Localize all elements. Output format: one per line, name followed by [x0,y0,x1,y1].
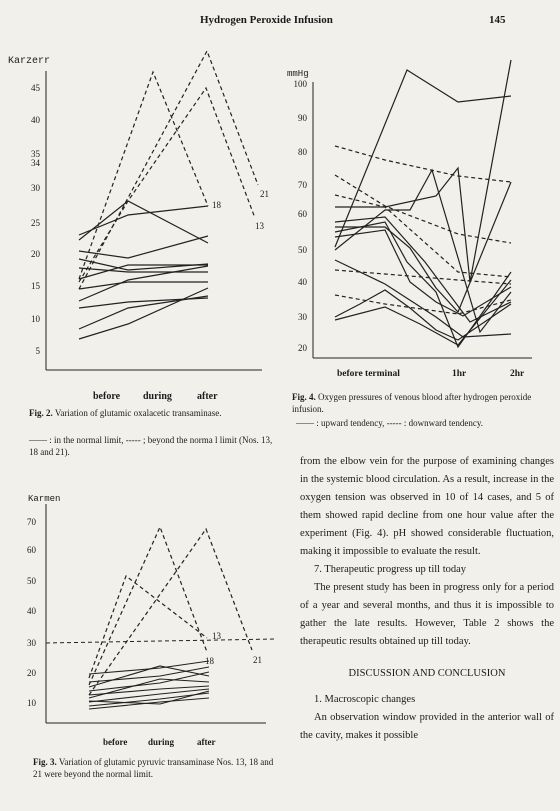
fig3-caption-label: Fig. 3. [33,757,57,767]
fig3-case-label: 21 [253,655,262,665]
fig2-xtick: during [143,391,172,402]
fig4-y-axis-label: mmHg [287,69,309,79]
fig2-ytick: 40 [31,115,40,125]
fig4-series-line [335,170,511,332]
fig2-ytick: 20 [31,249,40,259]
fig4-dashed-lines [335,146,511,314]
fig4-ytick: 50 [298,245,307,255]
fig4-y-ticks [294,79,308,353]
fig3-ytick: 70 [27,517,36,527]
fig2-ytick: 30 [31,183,40,193]
fig4-ytick: 60 [298,209,307,219]
fig4-xtick: 1hr [452,369,467,379]
figure-3-chart [0,490,290,760]
fig2-ytick: 10 [31,314,40,324]
fig3-ytick: 40 [27,606,36,616]
fig2-ytick: 5 [35,346,40,356]
fig4-ytick: 80 [298,147,307,157]
fig4-ytick: 20 [298,343,307,353]
fig3-y-axis-label: Karmen [28,494,61,504]
fig2-series-line-21 [79,51,258,289]
fig4-xtick: 2hr [510,369,525,379]
fig2-xtick: after [197,391,218,402]
fig3-dashed-lines [89,527,252,695]
fig4-ytick: 100 [293,79,307,89]
fig2-ytick: 35 [31,149,40,159]
fig3-case-label: 13 [212,631,221,641]
fig2-dashed-lines [79,51,258,289]
fig2-caption [29,407,279,419]
fig3-xtick: before [103,737,128,747]
figure-2-chart [0,46,290,402]
page-number: 145 [489,14,506,26]
fig2-solid-lines [79,201,208,339]
fig2-caption-label: Fig. 2. [29,408,53,418]
fig4-series-line [335,222,511,347]
fig4-series-line [335,146,511,182]
fig2-ytick: 45 [31,83,40,93]
fig4-series-line [335,295,511,314]
fig2-y-ticks [31,83,41,356]
fig3-normal-limit-line [46,639,276,643]
fig3-series-line-18 [89,527,207,685]
fig2-series-line [79,266,208,301]
fig3-case-label: 18 [205,656,214,666]
running-title: Hydrogen Peroxide Infusion [200,14,333,26]
fig2-xtick: before [93,391,121,402]
fig2-ytick: 34 [31,158,40,168]
fig3-x-ticks [103,737,215,747]
fig3-ytick: 60 [27,545,36,555]
fig2-series-line [79,288,208,339]
fig2-case-label: 18 [212,200,221,210]
fig2-y-axis-label: Karzerr [8,56,51,67]
fig3-y-ticks [27,517,37,708]
fig3-xtick: during [148,737,175,747]
fig4-ytick: 70 [298,180,307,190]
fig2-case-label: 21 [260,189,269,199]
section-heading-1: 1. Macroscopic changes [314,694,416,705]
fig4-solid-lines [335,60,511,347]
fig4-ytick: 90 [298,113,307,123]
fig4-ytick: 30 [298,312,307,322]
fig3-solid-lines [89,661,209,709]
fig2-series-line [79,201,208,243]
body-paragraph-1: from the elbow vein for the purpose of examining changes in the systemic blood circulation. As a result, increase in the oxygen tension was observed in 10 of 14 cases, and 5 of them showed rapid decline from one hour value after the experiment (Fig. 4). pH showed considerable fluctuation, making it impossible to evaluate the result. [300,456,554,557]
fig3-ytick: 20 [27,668,36,678]
fig2-legend: —— : in the normal limit, ----- ; beyond the norma l limit (Nos. 13, 18 and 21). [29,435,273,457]
fig3-caption [33,756,283,780]
fig2-ytick: 25 [31,218,40,228]
fig4-xtick: before terminal [337,369,400,379]
fig4-caption-label: Fig. 4. [292,392,316,402]
fig4-caption-text: Oxygen pressures of venous blood after hydrogen peroxide infusion. [292,392,532,414]
fig3-xtick: after [197,737,216,747]
fig4-ytick: 40 [298,277,307,287]
figure-4-chart [280,62,550,382]
fig2-ytick: 15 [31,281,40,291]
fig4-caption [292,391,554,415]
fig3-ytick: 50 [27,576,36,586]
fig2-series-line-18 [79,72,208,279]
fig2-series-line [79,206,208,235]
fig3-series-line-13 [89,576,207,678]
body-paragraph-3: An observation window provided in the anterior wall of the cavity, makes it possible [300,712,554,741]
fig2-case-label: 13 [255,221,264,231]
fig2-x-ticks [93,391,218,402]
fig4-legend: —— : upward tendency, ----- : downward tendency. [296,418,484,428]
section-title-discussion: DISCUSSION AND CONCLUSION [348,668,506,679]
section-heading-7: 7. Therapeutic progress up till today [314,564,467,575]
body-column [300,453,554,745]
fig3-caption-text: Variation of glutamic pyruvic transaminase Nos. 13, 18 and 21 were beyond the normal limit. [33,757,274,779]
fig4-x-ticks [337,369,525,379]
fig3-ytick: 10 [27,698,36,708]
fig2-caption-text: Variation of glutamic oxalacetic transaminase. [54,408,222,418]
body-paragraph-2: The present study has been in progress only for a period of a year and several months, and thus it is impossible to gather the late results. However, Table 2 shows the therapeutic results obtained up till today. [300,582,554,647]
fig2-series-line-13 [79,88,255,282]
fig4-series-line [335,60,511,282]
fig2-series-line [79,236,208,258]
fig2-series-line [79,282,208,289]
fig3-ytick: 30 [27,638,36,648]
